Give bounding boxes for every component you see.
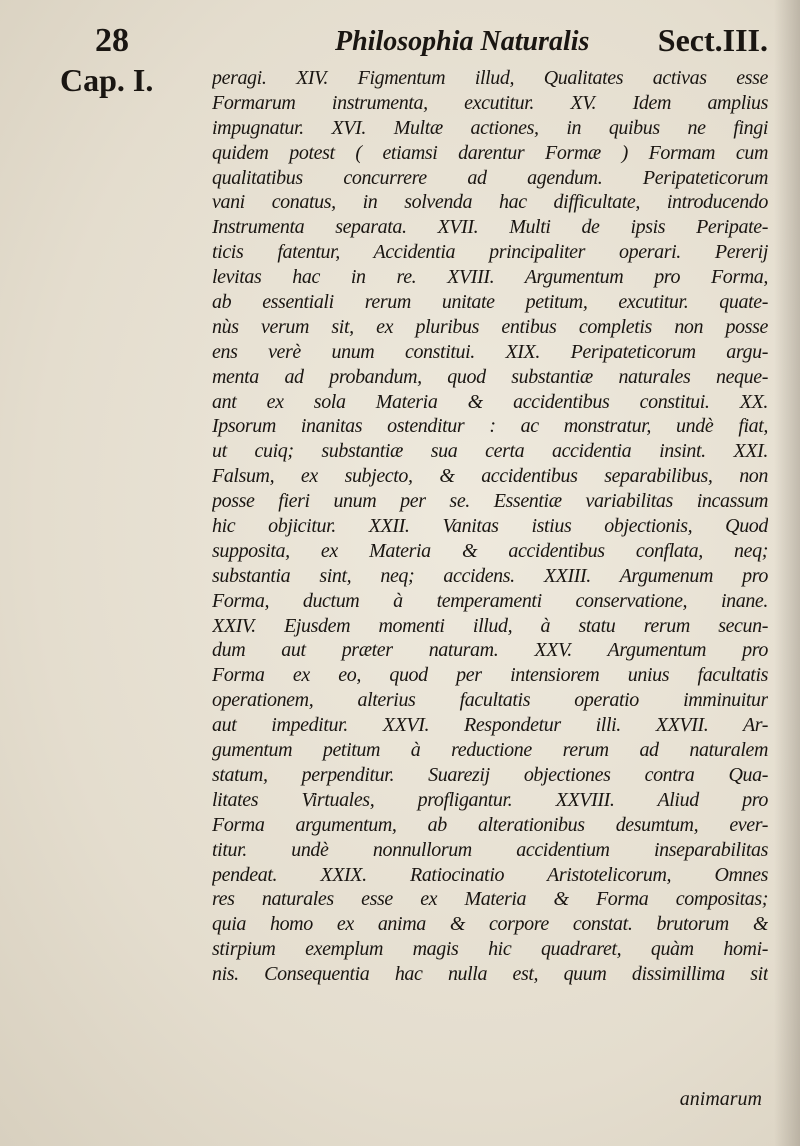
text-line: statum, perpenditur. Suarezij objectiones contra Qua- [212,763,768,786]
text-line: pendeat. XXIX. Ratiocinatio Aristotelicorum, Omnes [212,863,768,886]
running-title: Philosophia Naturalis [335,26,590,57]
text-line: gumentum petitum à reductione rerum ad naturalem [212,739,768,762]
text-line: nis. Consequentia hac nulla est, quum dissimillima sit [212,963,768,986]
text-line: nùs verum sit, ex pluribus entibus completis non posse [212,315,768,338]
text-line: Formarum instrumenta, excutitur. XV. Idem amplius [212,91,768,114]
section-label: Sect.III. [657,22,768,58]
text-line: menta ad probandum, quod substantiæ naturales neque- [212,365,768,388]
chapter-margin-label: Cap. I. [60,62,154,98]
text-line: stirpium exemplum magis hic quadraret, quàm homi- [212,938,768,961]
text-line: vani conatus, in solvenda hac difficultate, introducendo [212,191,768,214]
page-edge-shadow [774,0,800,1146]
body-text [212,66,768,987]
text-line: hic objicitur. XXII. Vanitas istius objectionis, Quod [212,515,768,538]
text-line: Ipsorum inanitas ostenditur : ac monstratur, undè fiat, [212,415,768,438]
text-line: litates Virtuales, profligantur. XXVIII. Aliud pro [212,788,768,811]
text-line: supposita, ex Materia & accidentibus conflata, neq; [212,539,768,562]
text-line: aut impeditur. XXVI. Respondetur illi. XXVII. Ar- [212,714,768,737]
text-line: Instrumenta separata. XVII. Multi de ipsis Peripate- [212,216,768,239]
text-line: res naturales esse ex Materia & Forma compositas; [212,888,768,911]
text-line: ens verè unum constitui. XIX. Peripateticorum argu- [212,340,768,363]
text-line: ab essentiali rerum unitate petitum, excutitur. quate- [212,291,768,314]
text-line: levitas hac in re. XVIII. Argumentum pro Forma, [212,266,768,289]
text-line: quia homo ex anima & corpore constat. brutorum & [212,913,768,936]
catchword: animarum [679,1088,762,1110]
text-line: operationem, alterius facultatis operatio imminuitur [212,689,768,712]
text-line: quidem potest ( etiamsi darentur Formæ ) Formam cum [212,141,768,164]
text-line: Forma, ductum à temperamenti conservatione, inane. [212,589,768,612]
text-line: peragi. XIV. Figmentum illud, Qualitates activas esse [212,67,768,89]
text-line: qualitatibus concurrere ad agendum. Peripateticorum [212,166,768,189]
text-line: substantia sint, neq; accidens. XXIII. Argumenum pro [212,564,768,587]
text-line: posse fieri unum per se. Essentiæ variabilitas incassum [212,490,768,513]
text-line: XXIV. Ejusdem momenti illud, à statu rerum secun- [212,614,768,637]
text-line: impugnatur. XVI. Multæ actiones, in quibus ne fingi [212,116,768,139]
text-line: ant ex sola Materia & accidentibus constitui. XX. [212,390,768,413]
text-line: titur. undè nonnullorum accidentium inseparabilitas [212,838,768,861]
text-line: ut cuiq; substantiæ sua certa accidentia insint. XXI. [212,440,768,463]
text-line: Forma ex eo, quod per intensiorem unius facultatis [212,664,768,687]
text-line: dum aut præter naturam. XXV. Argumentum pro [212,639,768,662]
text-line: Forma argumentum, ab alterationibus desumtum, ever- [212,813,768,836]
text-line: Falsum, ex subjecto, & accidentibus separabilibus, non [212,465,768,488]
page-number: 28 [95,22,129,59]
text-line: ticis fatentur, Accidentia principaliter operari. Pererij [212,241,768,264]
